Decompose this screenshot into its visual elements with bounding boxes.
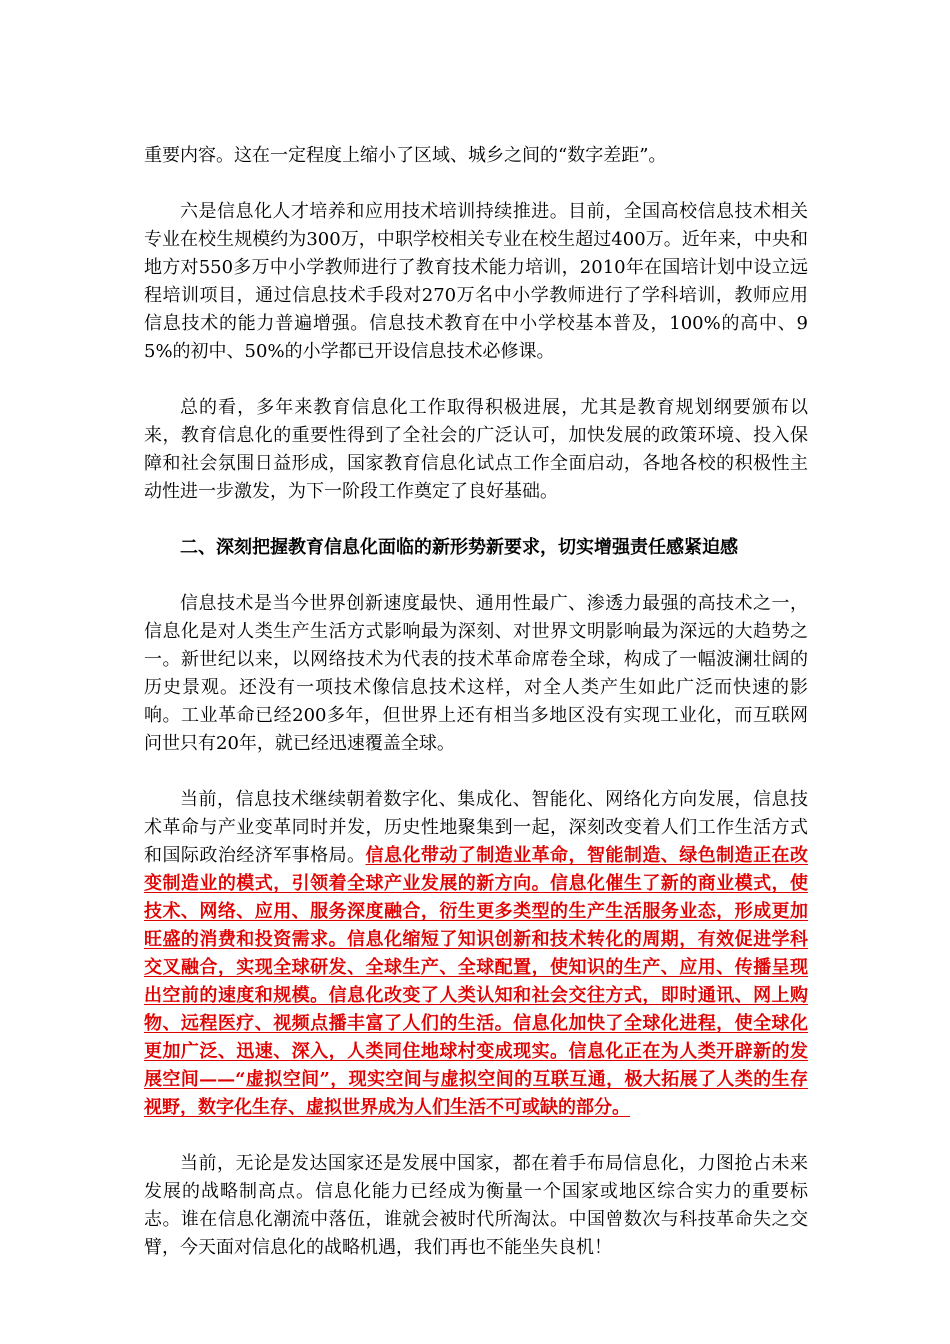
paragraph-strategic: 当前，无论是发达国家还是发展中国家，都在着手布局信息化，力图抢占未来发展的战略制高点。信息化能力已经成为衡量一个国家或地区综合实力的重要标志。谁在信息化潮流中落伍，谁就会被时代所淘汰。中国曾数次与科技革命失之交臂，今天面对信息化的战略机遇，我们再也不能坐失良机！	[144, 1153, 808, 1258]
paragraph-gap	[144, 366, 808, 394]
paragraph-info-tech: 信息技术是当今世界创新速度最快、通用性最广、渗透力最强的高技术之一，信息化是对人类生产生活方式影响最为深刻、对世界文明影响最为深远的大趋势之一。新世纪以来，以网络技术为代表的技术革命席卷全球，构成了一幅波澜壮阔的历史景观。还没有一项技术像信息技术这样，对全人类产生如此广泛而快速的影响。工业革命已经200多年，但世界上还有相当多地区没有实现工业化，而互联网问世只有20年，就已经迅速覆盖全球。	[144, 593, 808, 754]
paragraph-current-trends-text: 当前，信息技术继续朝着数字化、集成化、智能化、网络化方向发展，信息技术革命与产业变革同时并发，历史性地聚集到一起，深刻改变着人们工作生活方式和国际政治经济军事格局。	[144, 789, 808, 866]
paragraph-gap	[144, 562, 808, 590]
paragraph-gap	[144, 1122, 808, 1150]
paragraph-summary: 总的看，多年来教育信息化工作取得积极进展，尤其是教育规划纲要颁布以来，教育信息化的重要性得到了全社会的广泛认可，加快发展的政策环境、投入保障和社会氛围日益形成，国家教育信息化试点工作全面启动，各地各校的积极性主动性进一步激发，为下一阶段工作奠定了良好基础。	[144, 397, 808, 502]
paragraph-gap	[144, 506, 808, 534]
paragraph-talent-training: 六是信息化人才培养和应用技术培训持续推进。目前，全国高校信息技术相关专业在校生规模约为300万，中职学校相关专业在校生超过400万。近年来，中央和地方对550多万中小学教师进行了教育技术能力培训，2010年在国培计划中设立远程培训项目，通过信息技术手段对270万名中小学教师进行了学科培训，教师应用信息技术的能力普遍增强。信息技术教育在中小学校基本普及，100%的高中、95%的初中、50%的小学都已开设信息技术必修课。	[144, 201, 808, 362]
highlighted-text: 信息化带动了制造业革命，智能制造、绿色制造正在改变制造业的模式，引领着全球产业发展的新方向。信息化催生了新的商业模式，使技术、网络、应用、服务深度融合，衍生更多类型的生产生活服务业态，形成更加旺盛的消费和投资需求。信息化缩短了知识创新和技术转化的周期，有效促进学科交叉融合，实现全球研发、全球生产、全球配置，使知识的生产、应用、传播呈现出空前的速度和规模。信息化改变了人类认知和社会交往方式，即时通讯、网上购物、远程医疗、视频点播丰富了人们的生活。信息化加快了全球化进程，使全球化更加广泛、迅速、深入，人类同住地球村变成现实。信息化正在为人类开辟新的发展空间——“虚拟空间”，现实空间与虚拟空间的互联互通，极大拓展了人类的生存视野，数字化生存、虚拟世界成为人们生活不可或缺的部分。	[144, 845, 808, 1118]
paragraph-gap	[144, 170, 808, 198]
document-page	[144, 142, 808, 1262]
paragraph-gap	[144, 758, 808, 786]
section-heading: 二、深刻把握教育信息化面临的新形势新要求，切实增强责任感紧迫感	[180, 537, 738, 558]
paragraph-current-trends	[144, 786, 808, 1122]
paragraph-continued: 重要内容。这在一定程度上缩小了区域、城乡之间的“数字差距”。	[144, 145, 667, 166]
